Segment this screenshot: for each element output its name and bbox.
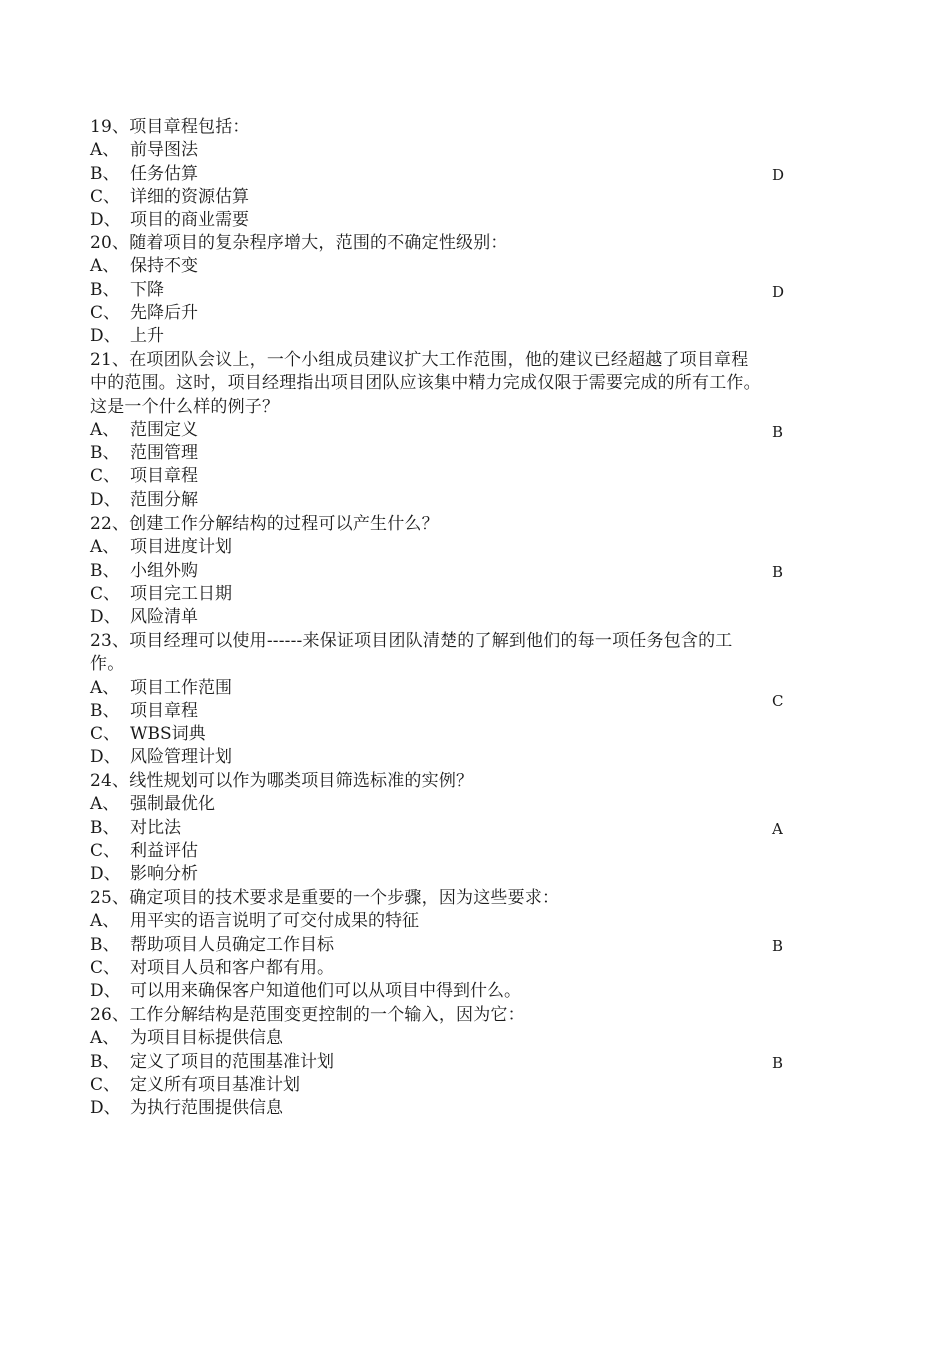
option-letter: B、 (90, 934, 120, 955)
answer-key: B (772, 423, 784, 441)
option-a (90, 536, 810, 559)
option-b (90, 442, 810, 465)
option-letter: A、 (90, 794, 120, 815)
option-text: 项目章程 (130, 466, 198, 487)
question-24 (90, 770, 810, 886)
answer-key: B (772, 937, 784, 955)
option-letter: B、 (90, 700, 120, 721)
option-c (90, 302, 810, 325)
option-text: 项目完工日期 (130, 583, 232, 604)
question-text: 22、创建工作分解结构的过程可以产生什么？ (90, 514, 439, 534)
option-text: 下降 (130, 279, 164, 300)
option-text: 上升 (130, 326, 164, 347)
option-d (90, 489, 810, 512)
answer-key: A (772, 820, 783, 838)
option-letter: D、 (90, 210, 121, 231)
option-letter: C、 (90, 724, 121, 745)
option-a (90, 419, 810, 442)
option-text: 任务估算 (130, 163, 198, 184)
option-a (90, 910, 810, 933)
option-text: 范围管理 (130, 443, 198, 464)
option-letter: A、 (90, 419, 120, 440)
option-letter: D、 (90, 981, 121, 1002)
option-letter: D、 (90, 747, 121, 768)
option-text: 范围分解 (130, 489, 198, 510)
option-d (90, 980, 810, 1003)
option-letter: C、 (90, 466, 121, 487)
option-letter: B、 (90, 1051, 120, 1072)
option-text: 可以用来确保客户知道他们可以从项目中得到什么。 (130, 981, 521, 1002)
option-letter: B、 (90, 163, 120, 184)
question-text: 23、项目经理可以使用------来保证项目团队清楚的了解到他们的每一项任务包含的工作。 (90, 631, 733, 675)
option-text: 详细的资源估算 (130, 186, 249, 207)
option-letter: A、 (90, 911, 120, 932)
answer-key: D (772, 166, 785, 184)
option-text: 风险清单 (130, 607, 198, 628)
option-letter: A、 (90, 677, 120, 698)
option-d (90, 209, 810, 232)
option-a (90, 677, 810, 700)
option-text: 为执行范围提供信息 (130, 1098, 283, 1119)
question-20 (90, 232, 810, 348)
option-b (90, 817, 810, 840)
option-d (90, 863, 810, 886)
option-d (90, 1097, 810, 1120)
option-letter: B、 (90, 817, 120, 838)
option-letter: A、 (90, 140, 120, 161)
question-text: 25、确定项目的技术要求是重要的一个步骤，因为这些要求： (90, 888, 560, 908)
option-letter: B、 (90, 560, 120, 581)
option-a (90, 1027, 810, 1050)
option-d (90, 746, 810, 769)
question-25 (90, 887, 810, 1003)
question-text: 26、工作分解结构是范围变更控制的一个输入，因为它： (90, 1005, 525, 1025)
option-c (90, 840, 810, 863)
option-text: WBS词典 (130, 724, 206, 745)
option-b (90, 934, 810, 957)
option-text: 风险管理计划 (130, 747, 232, 768)
option-text: 前导图法 (130, 140, 198, 161)
question-text: 24、线性规划可以作为哪类项目筛选标准的实例？ (90, 771, 474, 791)
option-b (90, 1051, 810, 1074)
option-letter: C、 (90, 957, 121, 978)
answer-key: C (772, 692, 784, 710)
option-c (90, 1074, 810, 1097)
option-letter: B、 (90, 279, 120, 300)
question-21 (90, 349, 810, 512)
option-letter: C、 (90, 840, 121, 861)
option-letter: A、 (90, 537, 120, 558)
question-22 (90, 513, 810, 629)
option-letter: D、 (90, 864, 121, 885)
option-b (90, 700, 810, 723)
question-text: 20、随着项目的复杂程序增大，范围的不确定性级别： (90, 233, 508, 253)
option-letter: D、 (90, 489, 121, 510)
question-text: 21、在项团队会议上，一个小组成员建议扩大工作范围，他的建议已经超越了项目章程中的范围。这时，项目经理指出项目团队应该集中精力完成仅限于需要完成的所有工作。这是一个什么样的例子？ (90, 350, 761, 417)
option-c (90, 186, 810, 209)
option-a (90, 139, 810, 162)
option-text: 影响分析 (130, 864, 198, 885)
option-text: 为项目目标提供信息 (130, 1028, 283, 1049)
option-text: 保持不变 (130, 256, 198, 277)
option-b (90, 163, 810, 186)
option-text: 对项目人员和客户都有用。 (130, 957, 334, 978)
option-c (90, 583, 810, 606)
option-text: 小组外购 (130, 560, 198, 581)
option-b (90, 279, 810, 302)
option-letter: A、 (90, 1028, 120, 1049)
option-c (90, 957, 810, 980)
option-a (90, 793, 810, 816)
option-letter: C、 (90, 1074, 121, 1095)
option-letter: A、 (90, 256, 120, 277)
option-text: 帮助项目人员确定工作目标 (130, 934, 334, 955)
option-text: 定义了项目的范围基准计划 (130, 1051, 334, 1072)
question-23 (90, 630, 810, 770)
option-text: 利益评估 (130, 840, 198, 861)
option-text: 先降后升 (130, 302, 198, 323)
option-letter: C、 (90, 186, 121, 207)
option-d (90, 325, 810, 348)
option-text: 项目进度计划 (130, 537, 232, 558)
answer-key: B (772, 1054, 784, 1072)
option-c (90, 465, 810, 488)
option-text: 项目章程 (130, 700, 198, 721)
option-letter: D、 (90, 326, 121, 347)
option-letter: D、 (90, 607, 121, 628)
question-26 (90, 1004, 810, 1120)
option-letter: C、 (90, 302, 121, 323)
option-text: 项目的商业需要 (130, 210, 249, 231)
option-d (90, 606, 810, 629)
option-letter: D、 (90, 1098, 121, 1119)
answer-key: D (772, 283, 785, 301)
option-c (90, 723, 810, 746)
question-text: 19、项目章程包括： (90, 117, 250, 137)
answer-key: B (772, 563, 784, 581)
option-a (90, 255, 810, 278)
option-text: 范围定义 (130, 419, 198, 440)
option-letter: C、 (90, 583, 121, 604)
option-text: 强制最优化 (130, 794, 215, 815)
option-b (90, 560, 810, 583)
option-letter: B、 (90, 443, 120, 464)
option-text: 用平实的语言说明了可交付成果的特征 (130, 911, 419, 932)
option-text: 对比法 (130, 817, 181, 838)
option-text: 项目工作范围 (130, 677, 232, 698)
option-text: 定义所有项目基准计划 (130, 1074, 300, 1095)
question-19 (90, 116, 810, 232)
